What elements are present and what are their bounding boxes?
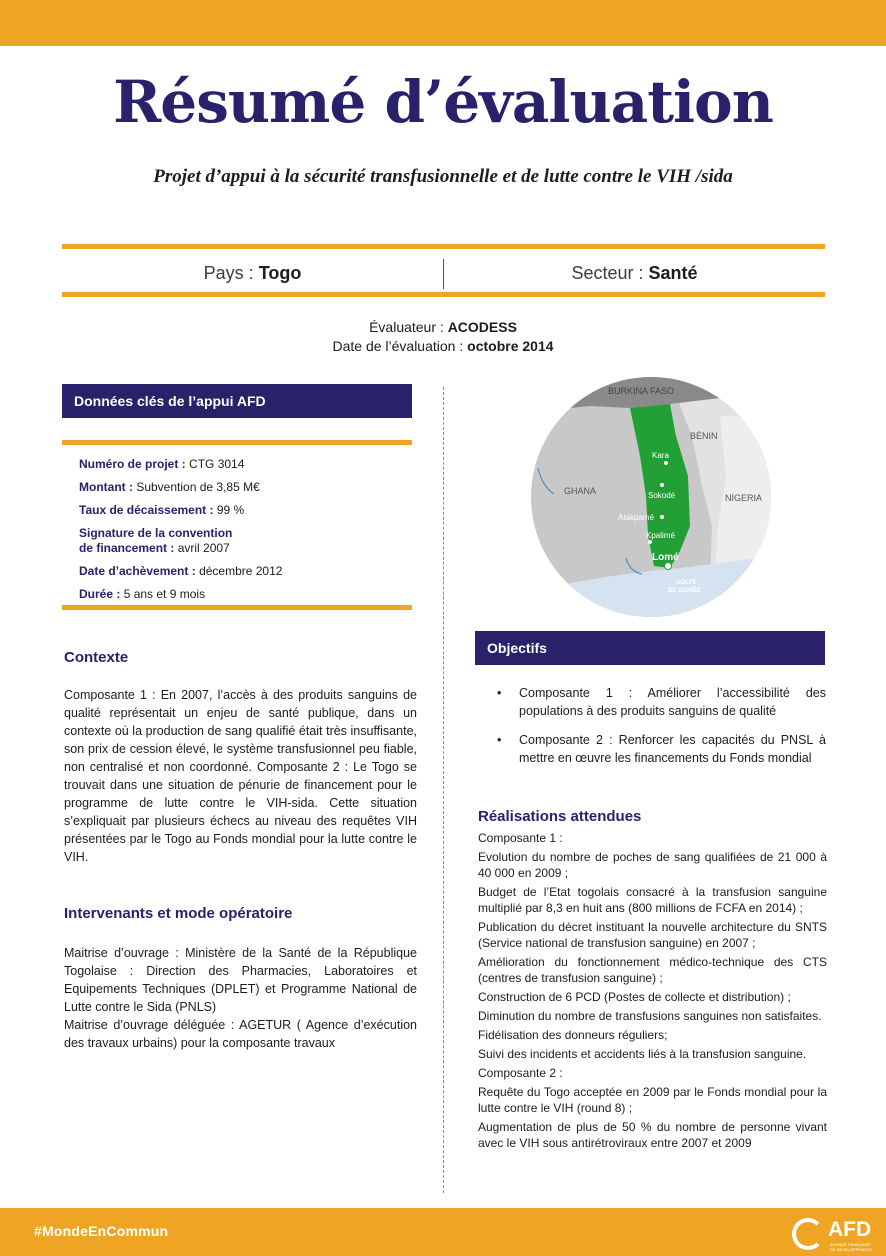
afd-logo-text: AFD — [828, 1218, 872, 1241]
key-data-value: 5 ans et 9 mois — [123, 587, 206, 601]
divider-top — [62, 244, 825, 249]
key-data-box — [62, 440, 412, 610]
key-data-value: décembre 2012 — [199, 564, 283, 578]
key-data-label: Numéro de projet : — [79, 457, 186, 471]
sector-value: Santé — [648, 263, 698, 283]
objectifs-heading: Objectifs — [475, 631, 825, 665]
realisation-item: Composante 2 : — [478, 1066, 563, 1080]
map-label-kpalime: Kpalimé — [646, 531, 675, 540]
intervenants-heading: Intervenants et mode opératoire — [64, 905, 293, 922]
page-subtitle: Projet d’appui à la sécurité transfusionnelle et de lutte contre le VIH /sida — [153, 166, 733, 187]
map-label-ghana: GHANA — [564, 486, 597, 496]
key-data-label: Montant : — [79, 480, 133, 494]
realisation-item: Fidélisation des donneurs réguliers; — [478, 1028, 668, 1042]
key-data-item — [79, 564, 412, 579]
contexte-heading: Contexte — [64, 649, 129, 666]
map-label-burkina: BURKINA FASO — [608, 386, 675, 396]
evaluator-value: ACODESS — [447, 319, 517, 335]
realisation-item: Suivi des incidents et accidents liés à la transfusion sanguine. — [478, 1047, 807, 1061]
realisation-item: Construction de 6 PCD (Postes de collecte et distribution) ; — [478, 990, 791, 1004]
map-city-dot — [660, 515, 664, 519]
map-label-benin: BÉNIN — [690, 431, 718, 441]
key-data-item — [79, 503, 412, 518]
afd-logo-subtext: AGENCE FRANÇAISE DE DÉVELOPPEMENT — [830, 1242, 873, 1252]
map-label-kara: Kara — [652, 451, 669, 460]
intervenants-text-2: Maitrise d’ouvrage déléguée : AGETUR ( Agence d’exécution des travaux urbains) pour la composante travaux — [64, 1018, 417, 1050]
key-data-label: Signature de la convention de financement : — [79, 526, 233, 555]
map-label-golfe-guinee: DE GUINÉE — [668, 588, 702, 594]
column-divider — [443, 387, 444, 1193]
afd-logo — [792, 1216, 878, 1252]
key-data-item — [79, 587, 412, 602]
evaluator-label: Évaluateur : — [369, 319, 444, 335]
key-data-label: Durée : — [79, 587, 121, 601]
realisation-item: Diminution du nombre de transfusions sanguines non satisfaites. — [478, 1009, 822, 1023]
evaluation-date-label: Date de l’évaluation : — [332, 338, 464, 354]
evaluation-date-value: octobre 2014 — [467, 338, 554, 354]
key-data-value: Subvention de 3,85 M€ — [136, 480, 260, 494]
key-data-heading: Données clés de l’appui AFD — [62, 384, 412, 418]
key-data-label: Date d’achèvement : — [79, 564, 196, 578]
footer-bar — [0, 1208, 886, 1256]
info-row — [62, 255, 825, 291]
key-data-value: 99 % — [216, 503, 245, 517]
key-data-item — [79, 526, 239, 556]
country-cell — [62, 255, 443, 291]
evaluator-line — [0, 318, 886, 337]
map-label-nigeria: NIGERIA — [725, 493, 763, 503]
realisation-item: Augmentation de plus de 50 % du nombre de personne vivant avec le VIH sous antirétroviraux entre 2007 et 2009 — [478, 1120, 827, 1150]
togo-map — [530, 376, 772, 618]
map-city-dot — [660, 483, 664, 487]
realisation-item: Requête du Togo acceptée en 2009 par le Fonds mondial pour la lutte contre le VIH (round 8) ; — [478, 1085, 827, 1115]
sector-cell — [444, 255, 825, 291]
realisations-list — [478, 830, 827, 1154]
afd-logo-ring-icon — [792, 1218, 824, 1250]
key-data-item — [79, 457, 412, 472]
contexte-text: Composante 1 : En 2007, l’accès à des produits sanguins de qualité représentait un enjeu de santé publique, dans un contexte où la production de sang qualifié était très insuffisante, son prix de cession élevé, le système transfusionnel peu fiable, non centralisé et non coordonné. Composante 2 : Le Togo se trouvait dans une situation de pénurie de financement pour le programme de lutte contre le VIH-sida. Cette situation s’expliquait par plusieurs échecs au niveau des requêtes VIH présentées par le Togo au Fonds mondial pour la lutte contre le VIH. — [64, 688, 417, 864]
sector-label: Secteur : — [571, 263, 644, 283]
realisation-item: Composante 1 : — [478, 831, 563, 845]
map-label-atakpame: Atakpamé — [618, 513, 655, 522]
map-capital-dot — [665, 563, 672, 570]
evaluation-info — [0, 318, 886, 356]
footer-hashtag: #MondeEnCommun — [34, 1223, 169, 1239]
top-bar — [0, 0, 886, 46]
country-value: Togo — [258, 263, 302, 283]
key-data-item — [79, 480, 412, 495]
map-city-dot — [664, 461, 668, 465]
map-label-lome: Lomé — [652, 552, 679, 563]
realisation-item: Budget de l’Etat togolais consacré à la transfusion sanguine multiplié par 8,3 en huit ans (800 millions de FCFA en 2014) ; — [478, 885, 827, 915]
divider-bottom — [62, 292, 825, 297]
country-label: Pays : — [203, 263, 254, 283]
page-title: Résumé d’évaluation — [113, 68, 773, 136]
objectif-item: • Composante 2 : Renforcer les capacités du PNSL à mettre en œuvre les financements du Fonds mondial — [496, 731, 826, 767]
objectif-item: • Composante 1 : Améliorer l’accessibilité des populations à des produits sanguins de qualité — [496, 684, 826, 720]
key-data-label: Taux de décaissement : — [79, 503, 214, 517]
realisation-item: Publication du décret instituant la nouvelle architecture du SNTS (Service national de transfusion sanguine) en 2007 ; — [478, 920, 827, 950]
key-data-value: avril 2007 — [177, 541, 230, 555]
key-data-value: CTG 3014 — [189, 457, 245, 471]
realisation-item: Amélioration du fonctionnement médico-technique des CTS (centres de transfusion sanguine) ; — [478, 955, 827, 985]
map-city-dot — [648, 540, 652, 544]
map-label-sokode: Sokodé — [648, 491, 676, 500]
evaluation-date-line — [0, 337, 886, 356]
realisations-heading: Réalisations attendues — [478, 808, 642, 825]
map-label-golfe: GOLFE — [676, 580, 697, 586]
intervenants-text-1: Maitrise d’ouvrage : Ministère de la Santé de la République Togolaise : Direction des Pharmacies, Laboratoires et Equipements Techniques (DPLET) et Programme National de Lutte contre le Sida (PNLS) — [64, 946, 417, 1014]
realisation-item: Evolution du nombre de poches de sang qualifiées de 21 000 à 40 000 en 2009 ; — [478, 850, 827, 880]
objectifs-list — [496, 684, 826, 778]
